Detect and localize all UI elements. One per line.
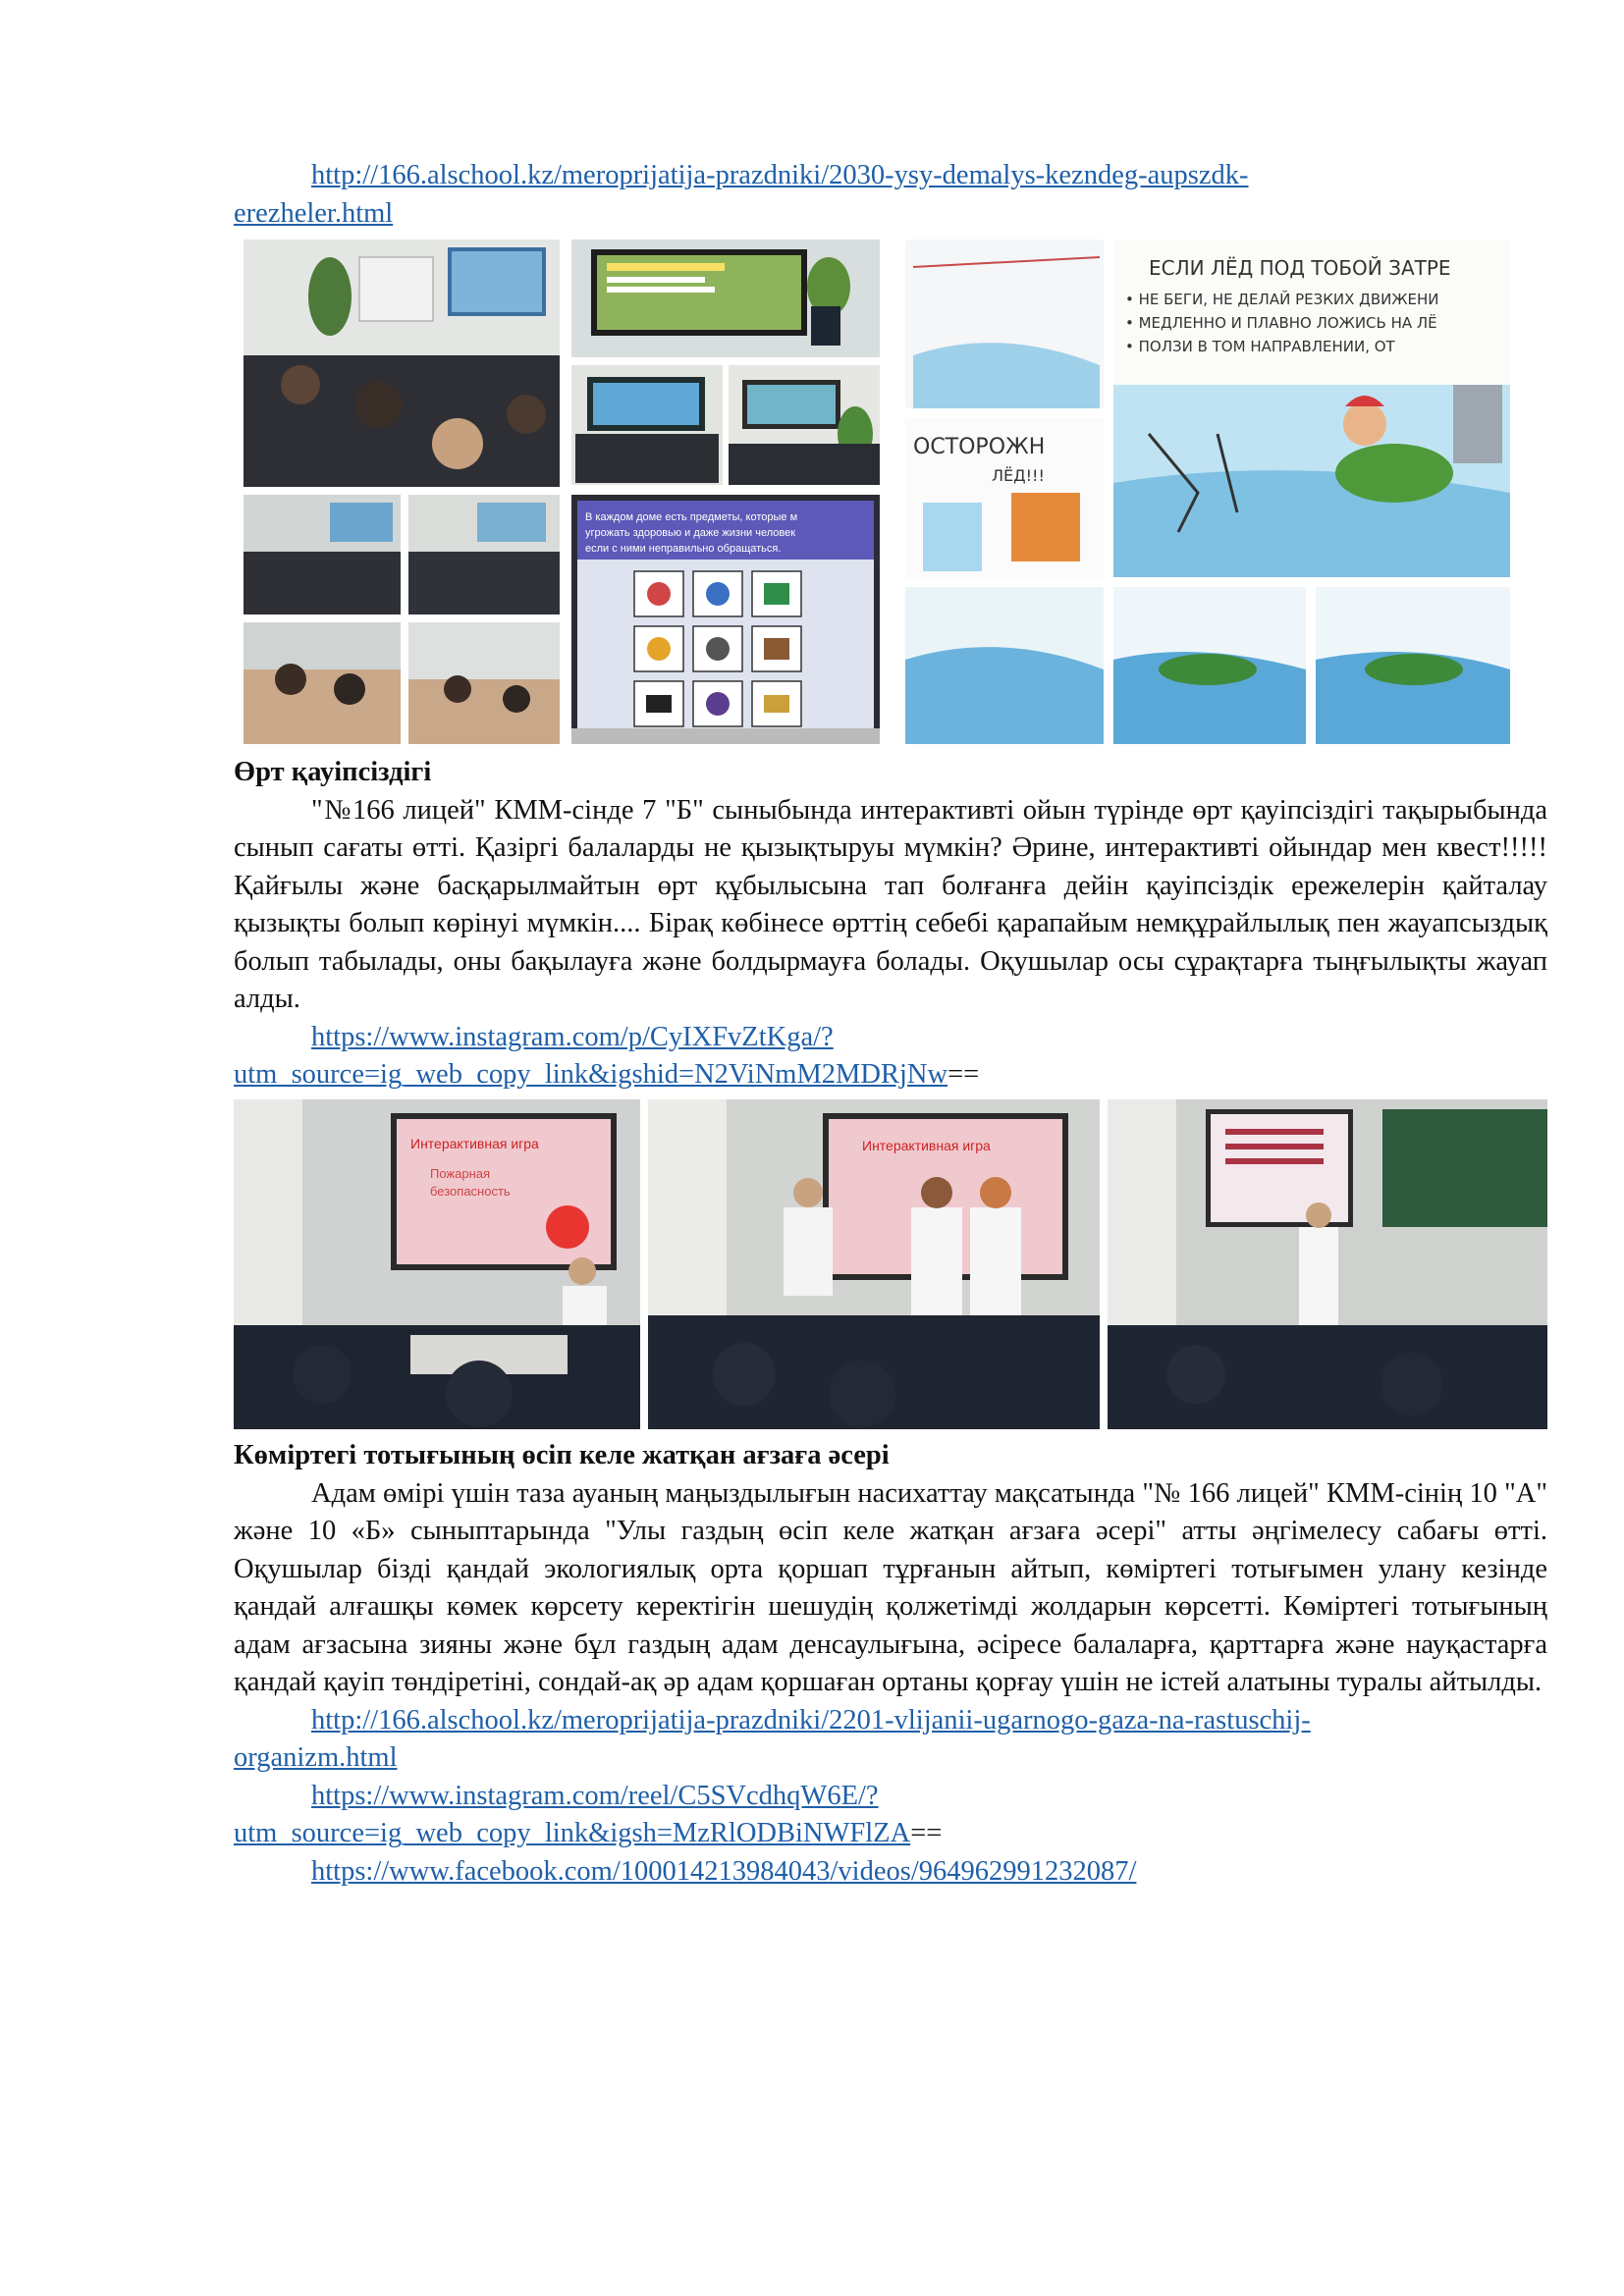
link-instagram-post-part1[interactable]: https://www.instagram.com/p/CyIXFvZtKga/? <box>311 1021 834 1052</box>
section-title-carbon-monoxide: Көміртегі тотығының өсіп келе жатқан ағзаға әсері <box>234 1440 890 1470</box>
drawing-caption-4: • ПОЛЗИ В ТОМ НАПРАВЛЕНИИ, ОТ <box>1125 338 1395 355</box>
photo-collage-ice-drawings <box>903 238 1512 746</box>
slide-text-1: В каждом доме есть предметы, которые м <box>585 511 798 523</box>
drawing-caption-1: ЕСЛИ ЛЁД ПОД ТОБОЙ ЗАТРЕ <box>1149 256 1451 280</box>
link-alschool-2201-part1[interactable]: http://166.alschool.kz/meroprijatija-prazdniki/2201-vlijanii-ugarnogo-gaza-na-rastuschij- <box>311 1704 1311 1735</box>
slide-text-2: угрожать здоровью и даже жизни человек <box>585 527 796 539</box>
drawing-caption-6: ЛЁД!!! <box>992 466 1045 485</box>
link-alschool-2030-part1[interactable]: http://166.alschool.kz/meroprijatija-prazdniki/2030-ysy-demalys-kezndeg-aupszdk- <box>311 160 1249 190</box>
link-block-1 <box>234 157 1547 233</box>
link-alschool-2201-part2[interactable]: organizm.html <box>234 1742 398 1773</box>
link-instagram-reel-part1[interactable]: https://www.instagram.com/reel/C5SVcdhqW6E/? <box>311 1780 879 1811</box>
photo-collage-classroom <box>242 238 882 746</box>
link-instagram-reel-trail: == <box>910 1818 943 1848</box>
section-fire-safety <box>234 754 1547 1095</box>
link-facebook-video[interactable]: https://www.facebook.com/100014213984043/videos/964962991232087/ <box>311 1855 1137 1887</box>
section-title-fire-safety: Өрт қауіпсіздігі <box>234 757 432 787</box>
drawing-caption-5: ОСТОРОЖН <box>913 435 1046 459</box>
section-carbon-monoxide <box>234 1437 1547 1891</box>
link-instagram-post-trail: == <box>947 1059 980 1090</box>
game-sub1-1: Пожарная <box>430 1166 491 1181</box>
slide-text-3: если с ними неправильно обращаться. <box>585 543 782 555</box>
drawing-caption-2: • НЕ БЕГИ, НЕ ДЕЛАЙ РЕЗКИХ ДВИЖЕНИ <box>1125 291 1439 308</box>
game-sub2-1: безопасность <box>430 1184 511 1199</box>
link-instagram-post-part2[interactable]: utm_source=ig_web_copy_link&igshid=N2ViNmM2MDRjNw <box>234 1059 948 1090</box>
game-title-2: Интерактивная игра <box>862 1138 991 1153</box>
section-body-carbon-monoxide: Адам өмірі үшін таза ауаның маңыздылығын насихаттау мақсатында "№ 166 лицей" КММ-сінің 10 "А" және 10 «Б» сыныптарында "Улы газдың өсіп келе жатқан ағзаға әсері" атты әңгімелесу сабағы өтті. Оқушылар бізді қандай экологиялық орта қоршап тұрғанын айтып, көміртегі тотығымен улану кезінде қандай алғашқы көмек көрсету керектігін шешудің қолжетімді жолдарын көрсетті. Көміртегі тотығының адам ағзасына зияны және бұл газдың адам денсаулығына, әсіресе балаларға, қарттарға және науқастарға қандай қауіп төндіретіні, сондай-ақ әр адам қоршаған ортаны қорғау үшін не істей алатыны туралы айтылды. <box>234 1477 1547 1697</box>
link-alschool-2030-part2[interactable]: erezheler.html <box>234 197 394 229</box>
link-instagram-reel-part2[interactable]: utm_source=ig_web_copy_link&igsh=MzRlODBiNWFlZA <box>234 1818 911 1848</box>
drawing-caption-3: • МЕДЛЕННО И ПЛАВНО ЛОЖИСЬ НА ЛЁ <box>1125 314 1437 332</box>
photo-row-interactive-game <box>234 1099 1547 1429</box>
game-title-1: Интерактивная игра <box>410 1136 539 1151</box>
section-body-fire-safety: "№166 лицей" КММ-сінде 7 "Б" сыныбында интерактивті ойын түрінде өрт қауіпсіздігі тақырыбында сынып сағаты өтті. Қазіргі балаларды не қызықтыруы мүмкін? Әрине, интерактивті ойындар мен квест!!!!! Қайғылы және басқарылмайтын өрт құбылысына тап болғанға дейін қауіпсіздік ережелерін қайталау қызықты болып көрінуі мүмкін.... Бірақ көбінесе өрттің себебі қарапайым немқұрайлылық пен жауапсыздық болып табылады, оны бақылауға және болдырмауға болады. Оқушылар осы сұрақтарға тыңғылықты жауап алды. <box>234 794 1547 1014</box>
